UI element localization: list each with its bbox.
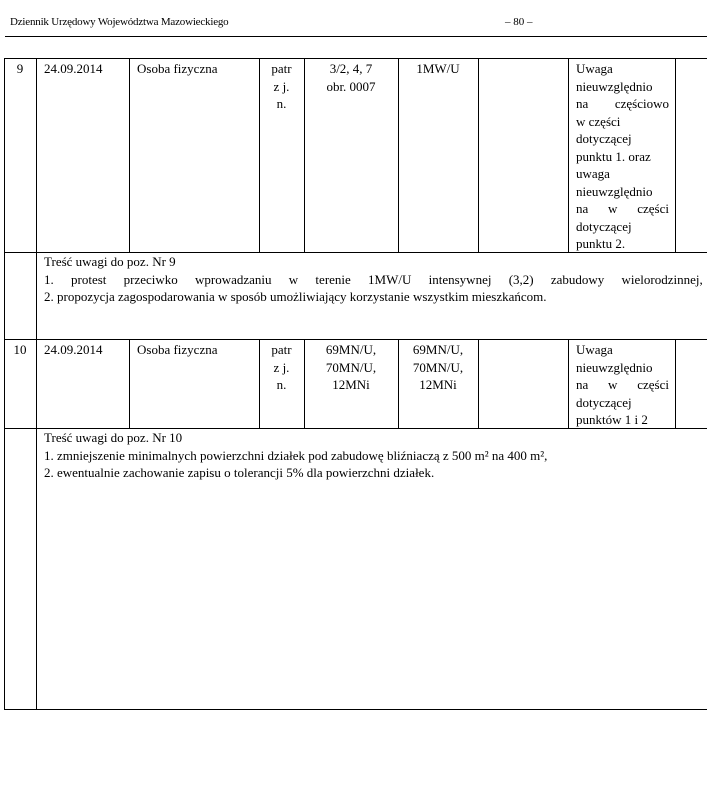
row-10-designation: 69MN/U, 70MN/U, 12MNi [412, 342, 464, 392]
journal-title: Dziennik Urzędowy Województwa Mazowieckiego [10, 16, 229, 28]
header-rule [5, 36, 707, 37]
row-9-submitter: Osoba fizyczna [137, 61, 218, 76]
row-9-parcels: 3/2, 4, 7 obr. 0007 [326, 61, 376, 94]
row-10-parcels: 69MN/U, 70MN/U, 12MNi [325, 342, 377, 392]
row-9-owner: patr z j. n. [271, 61, 292, 111]
row-9-designation: 1MW/U [416, 61, 460, 76]
row-10-content-title: Treść uwagi do poz. Nr 10 [44, 430, 183, 445]
row-10-number: 10 [13, 342, 27, 357]
row-10-owner: patr z j. n. [271, 342, 292, 392]
row-10-resolution: Uwaga nieuwzględnio na w części dotyczącej punktów 1 i 2 [576, 342, 669, 427]
row-9-content: Treść uwagi do poz. Nr 9 1. protest przeciwko wprowadzaniu w terenie 1MW/U intensywnej (3,2) zabudowy wielorodzinnej, 2. propozycja zagospodarowania w sposób umożliwiający korzystanie wszystkim mieszkańcom. [44, 253, 707, 306]
row-9-date: 24.09.2014 [44, 61, 103, 76]
row-10-date: 24.09.2014 [44, 342, 103, 357]
page-number: – 80 – [505, 16, 533, 28]
row-9-number: 9 [16, 61, 24, 76]
row-10-submitter: Osoba fizyczna [137, 342, 218, 357]
row-9-content-title: Treść uwagi do poz. Nr 9 [44, 254, 176, 269]
row-9-resolution: Uwaga nieuwzględnio na częściowo w części dotyczącej punktu 1. oraz uwaga nieuwzględnio na w części dotyczącej punktu 2. [576, 61, 669, 251]
row-10-content: Treść uwagi do poz. Nr 10 1. zmniejszenie minimalnych powierzchni działek pod zabudowę bliźniaczą z 500 m² na 400 m², 2. ewentualnie zachowanie zapisu o tolerancji 5% dla powierzchni działek. [44, 429, 707, 482]
